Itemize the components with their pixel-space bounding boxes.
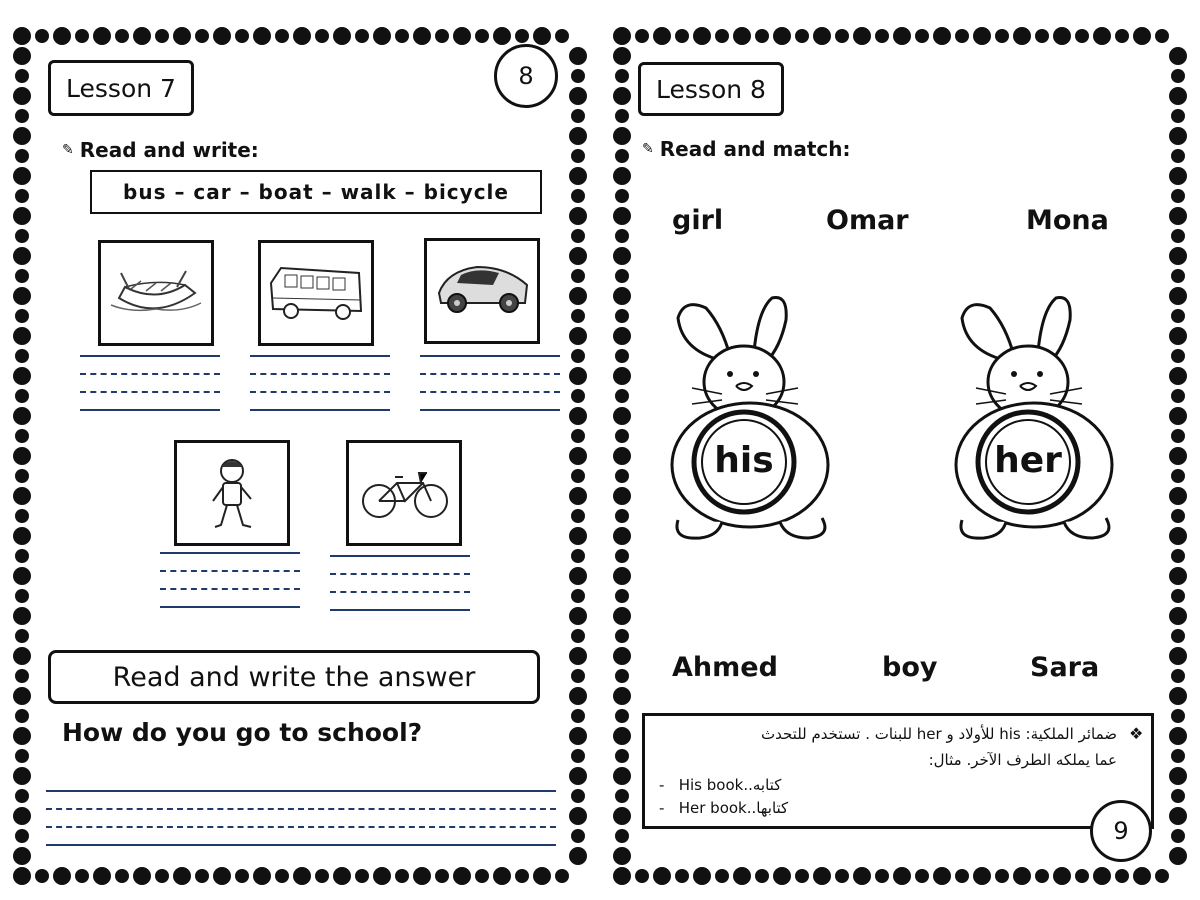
match-word-boy: boy bbox=[882, 652, 938, 683]
writing-lines-walk[interactable] bbox=[160, 552, 300, 610]
question: How do you go to school? bbox=[62, 718, 423, 747]
pencil-icon: ✎ bbox=[62, 142, 74, 158]
match-word-sara: Sara bbox=[1030, 652, 1100, 683]
page-number bbox=[1090, 800, 1152, 862]
lesson-title-text: Lesson 8 bbox=[656, 74, 766, 104]
walking-boy-picture bbox=[174, 440, 290, 546]
writing-lines-bicycle[interactable] bbox=[330, 555, 470, 613]
page-number-text: 9 bbox=[1113, 817, 1129, 845]
note-line-1: ضمائر الملكية: his للأولاد و her للبنات . تستخدم للتحدث bbox=[761, 725, 1117, 743]
worksheet-page-right bbox=[600, 0, 1200, 900]
bunny-label-his: his bbox=[714, 440, 774, 481]
lesson-title-text: Lesson 7 bbox=[66, 73, 176, 103]
instruction-text: Read and match: bbox=[659, 137, 851, 161]
match-word-mona: Mona bbox=[1026, 205, 1109, 236]
bullet-icon: ❖ bbox=[1129, 724, 1144, 743]
instruction-text: Read and write: bbox=[79, 138, 259, 162]
note-example-2: - Her book..كتابها bbox=[659, 799, 789, 817]
page-number-text: 8 bbox=[518, 62, 534, 90]
writing-lines-bus[interactable] bbox=[250, 355, 390, 413]
lesson-title bbox=[638, 62, 784, 116]
word-bank-text: bus – car – boat – walk – bicycle bbox=[123, 180, 509, 204]
car-picture bbox=[424, 238, 540, 344]
instruction bbox=[642, 137, 850, 161]
match-word-girl: girl bbox=[672, 205, 724, 236]
bunny-label-her: her bbox=[994, 440, 1062, 481]
bus-picture bbox=[258, 240, 374, 346]
answer-writing-lines[interactable] bbox=[46, 790, 556, 848]
grammar-note bbox=[642, 713, 1154, 829]
word-bank bbox=[90, 170, 542, 214]
match-word-omar: Omar bbox=[826, 205, 909, 236]
boat-picture bbox=[98, 240, 214, 346]
note-line-2: عما يملكه الطرف الآخر. مثال: bbox=[928, 751, 1117, 769]
lesson-title bbox=[48, 60, 194, 116]
page-number bbox=[494, 44, 558, 108]
match-word-ahmed: Ahmed bbox=[672, 652, 778, 683]
writing-lines-boat[interactable] bbox=[80, 355, 220, 413]
instruction bbox=[62, 138, 259, 162]
answer-header bbox=[48, 650, 540, 704]
pencil-icon: ✎ bbox=[642, 141, 654, 157]
bunny-her bbox=[946, 290, 1126, 545]
writing-lines-car[interactable] bbox=[420, 355, 560, 413]
bicycle-picture bbox=[346, 440, 462, 546]
note-example-1: - His book..كتابه bbox=[659, 776, 782, 794]
answer-header-text: Read and write the answer bbox=[112, 661, 476, 693]
bunny-his bbox=[662, 290, 842, 545]
